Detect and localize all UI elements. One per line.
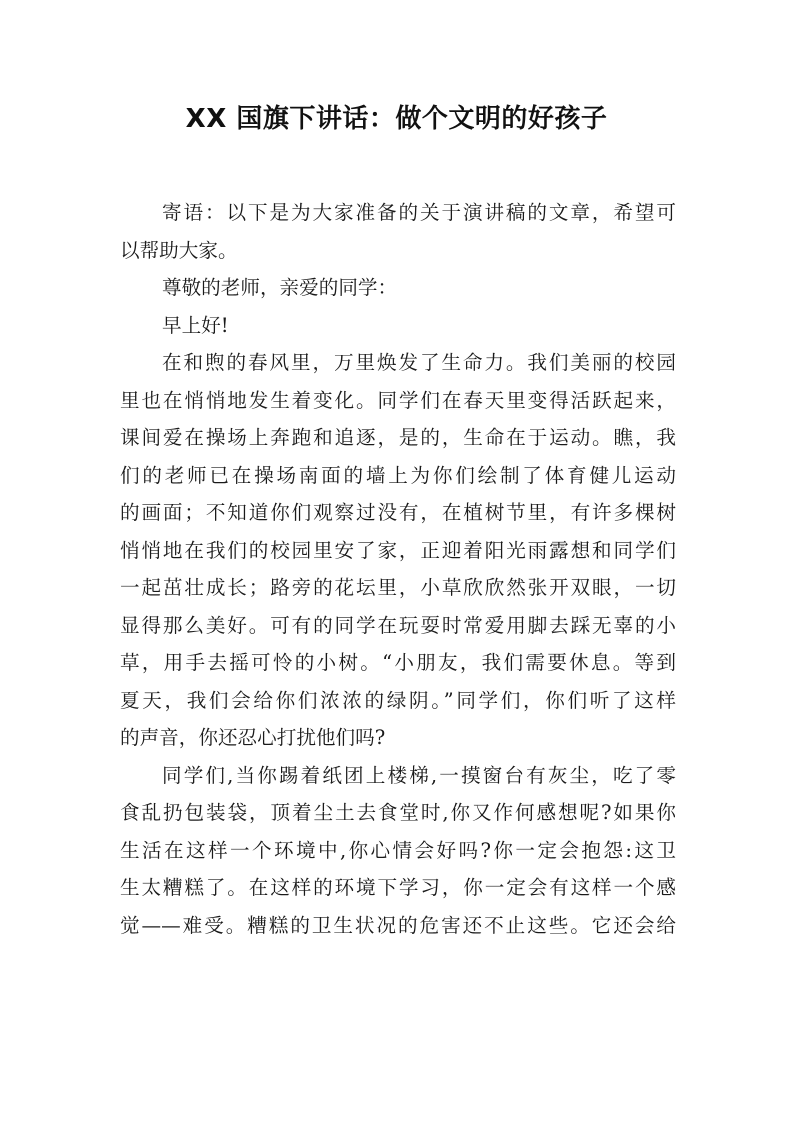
document-body: [120, 194, 676, 944]
text-line: 寄语：以下是为大家准备的关于演讲稿的文章，希望可: [162, 201, 676, 224]
paragraph-hygiene: [120, 757, 676, 945]
document-title: XX 国旗下讲话：做个文明的好孩子: [185, 104, 608, 134]
text-line: 的画面；不知道你们观察过没有，在植树节里，有许多棵树: [120, 501, 676, 524]
text-line: 显得那么美好。可有的同学在玩耍时常爱用脚去踩无辜的小: [120, 613, 676, 637]
text-line: 生活在这样一个环境中,你心情会好吗?你一定会抱怨:这卫: [120, 838, 676, 862]
text-line: 在和煦的春风里，万里焕发了生命力。我们美丽的校园: [162, 351, 676, 374]
paragraph-foreword: [120, 194, 676, 269]
text-line: 的声音，你还忍心打扰他们吗?: [120, 726, 386, 749]
text-line: 课间爱在操场上奔跑和追逐，是的，生命在于运动。瞧，我: [120, 426, 676, 449]
text-line: 觉——难受。糟糕的卫生状况的危害还不止这些。它还会给: [120, 913, 676, 937]
paragraph-spring: [120, 344, 676, 757]
text-line: 们的老师已在操场南面的墙上为你们绘制了体育健儿运动: [120, 463, 676, 487]
paragraph-salutation: [120, 269, 676, 307]
text-line: 悄悄地在我们的校园里安了家，正迎着阳光雨露想和同学们: [120, 538, 676, 562]
text-line: 里也在悄悄地发生着变化。同学们在春天里变得活跃起来，: [120, 388, 676, 412]
text-line: 一起茁壮成长；路旁的花坛里，小草欣欣然张开双眼，一切: [120, 576, 676, 599]
text-line: 以帮助大家。: [120, 238, 238, 262]
text-line: 食乱扔包装袋，顶着尘土去食堂时,你又作何感想呢?如果你: [120, 801, 676, 824]
text-line: 草，用手去摇可怜的小树。“小朋友，我们需要休息。等到: [120, 651, 676, 674]
text-line: 尊敬的老师，亲爱的同学：: [162, 276, 398, 299]
text-line: 早上好!: [162, 313, 229, 337]
paragraph-greeting: [120, 307, 676, 345]
text-line: 生太糟糕了。在这样的环境下学习，你一定会有这样一个感: [120, 876, 676, 899]
text-line: 夏天，我们会给你们浓浓的绿阴。”同学们，你们听了这样: [120, 688, 676, 712]
text-line: 同学们,当你踢着纸团上楼梯,一摸窗台有灰尘，吃了零: [162, 763, 676, 787]
